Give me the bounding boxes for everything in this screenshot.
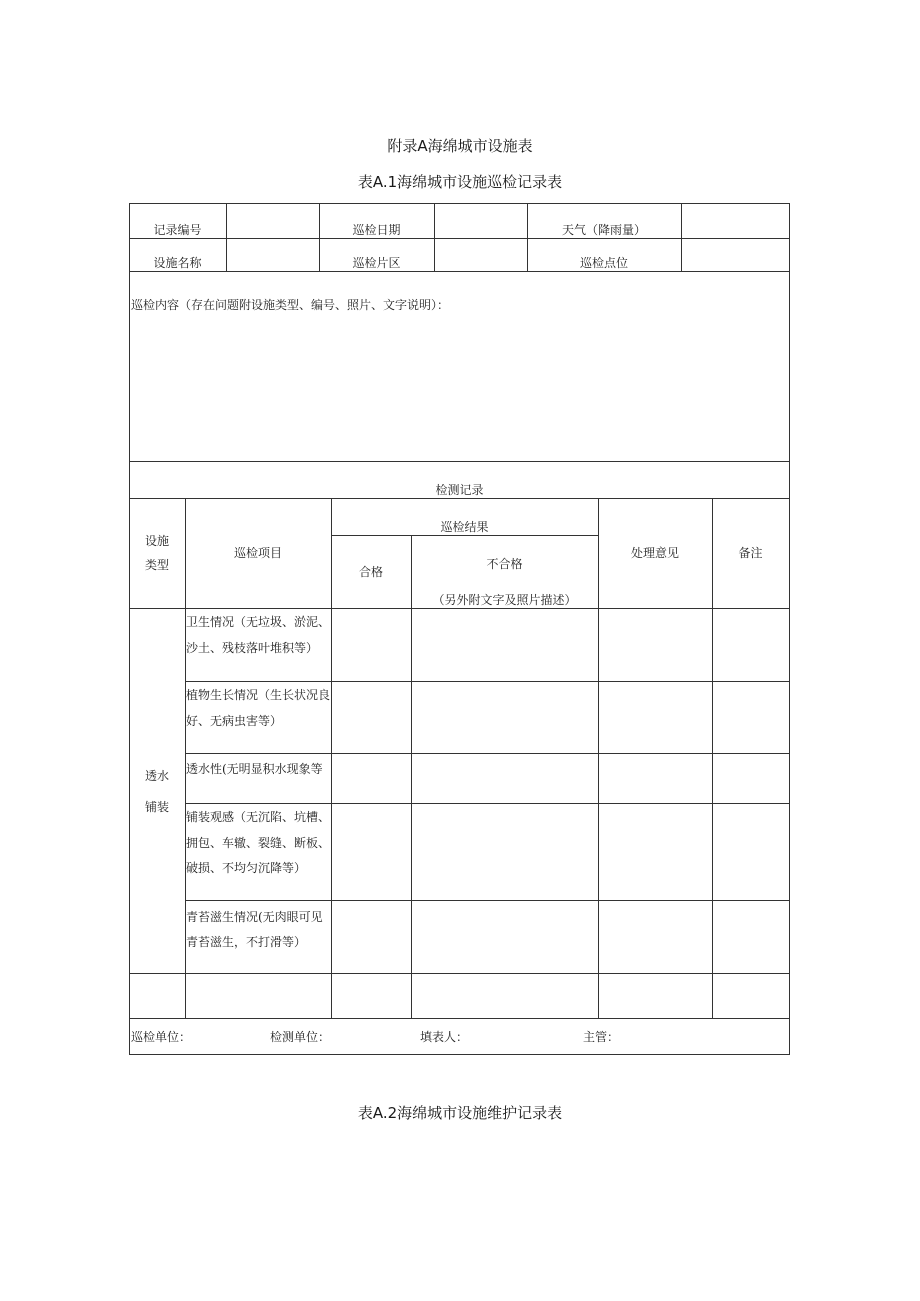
facility-type-header-line1: 设施 (144, 534, 169, 548)
border-right (789, 203, 790, 1055)
facility-type-line2: 铺装 (144, 800, 169, 814)
rule (712, 498, 713, 1018)
supervisor-label: 主管： (583, 1030, 620, 1044)
fail-note: （另外附文字及照片描述） (432, 593, 577, 607)
rule (185, 753, 790, 754)
inspect-item-text: 卫生情况（无垃圾、淤泥、 (186, 615, 331, 629)
detect-record-label: 检测记录 (435, 483, 484, 497)
inspection-unit-label: 巡检单位： (131, 1030, 192, 1044)
inspection-content-label: 巡检内容（存在问题附设施类型、编号、照片、文字说明）： (131, 298, 450, 312)
rule (226, 203, 227, 271)
rule (129, 1018, 790, 1019)
inspect-item-text: 青苔滋生，不打滑等） (186, 935, 307, 949)
inspect-item-text: 透水性(无明显积水现象等 (186, 762, 323, 776)
weather-label: 天气（降雨量） (561, 223, 646, 237)
fail-header: 不合格 (486, 557, 523, 571)
border-left (129, 203, 130, 1055)
rule (185, 900, 790, 901)
handling-header: 处理意见 (630, 546, 679, 560)
facility-type-header-line2: 类型 (144, 558, 169, 572)
rule (681, 203, 682, 271)
rule (129, 461, 790, 462)
rule (598, 498, 599, 1018)
inspect-item-text: 青苔滋生情况(无肉眼可见 (186, 910, 323, 924)
rule (129, 271, 790, 272)
border-bottom (129, 1054, 790, 1055)
rule (129, 238, 790, 239)
inspection-record-table (129, 203, 790, 1055)
appendix-title: 附录A海绵城市设施表 (387, 137, 533, 155)
inspect-date-label: 巡检日期 (352, 223, 401, 237)
facility-type-line1: 透水 (144, 769, 169, 783)
filler-label: 填表人： (420, 1030, 469, 1044)
inspect-result-header: 巡检结果 (440, 520, 489, 534)
inspect-area-label: 巡检片区 (352, 256, 401, 270)
border-top (129, 203, 790, 204)
inspect-item-text: 好、无病虫害等） (186, 714, 283, 728)
rule (434, 203, 435, 271)
record-no-label: 记录编号 (153, 223, 202, 237)
inspect-item-text: 破损、不均匀沉降等） (186, 861, 307, 875)
table1-title: 表A.1海绵城市设施巡检记录表 (357, 173, 563, 191)
pass-header: 合格 (358, 565, 383, 579)
table2-title: 表A.2海绵城市设施维护记录表 (357, 1104, 563, 1122)
inspect-item-text: 铺装观感（无沉陷、坑槽、 (186, 810, 331, 824)
facility-name-label: 设施名称 (153, 256, 202, 270)
inspect-item-text: 拥包、车辙、裂缝、断板、 (186, 836, 331, 850)
rule (129, 973, 790, 974)
remarks-header: 备注 (738, 546, 763, 560)
inspect-item-text: 沙土、残枝落叶堆积等） (186, 641, 319, 655)
inspect-item-text: 植物生长情况（生长状况良 (186, 688, 331, 702)
inspect-item-header: 巡检项目 (233, 546, 282, 560)
detection-unit-label: 检测单位： (270, 1030, 331, 1044)
inspect-point-label: 巡检点位 (579, 256, 628, 270)
